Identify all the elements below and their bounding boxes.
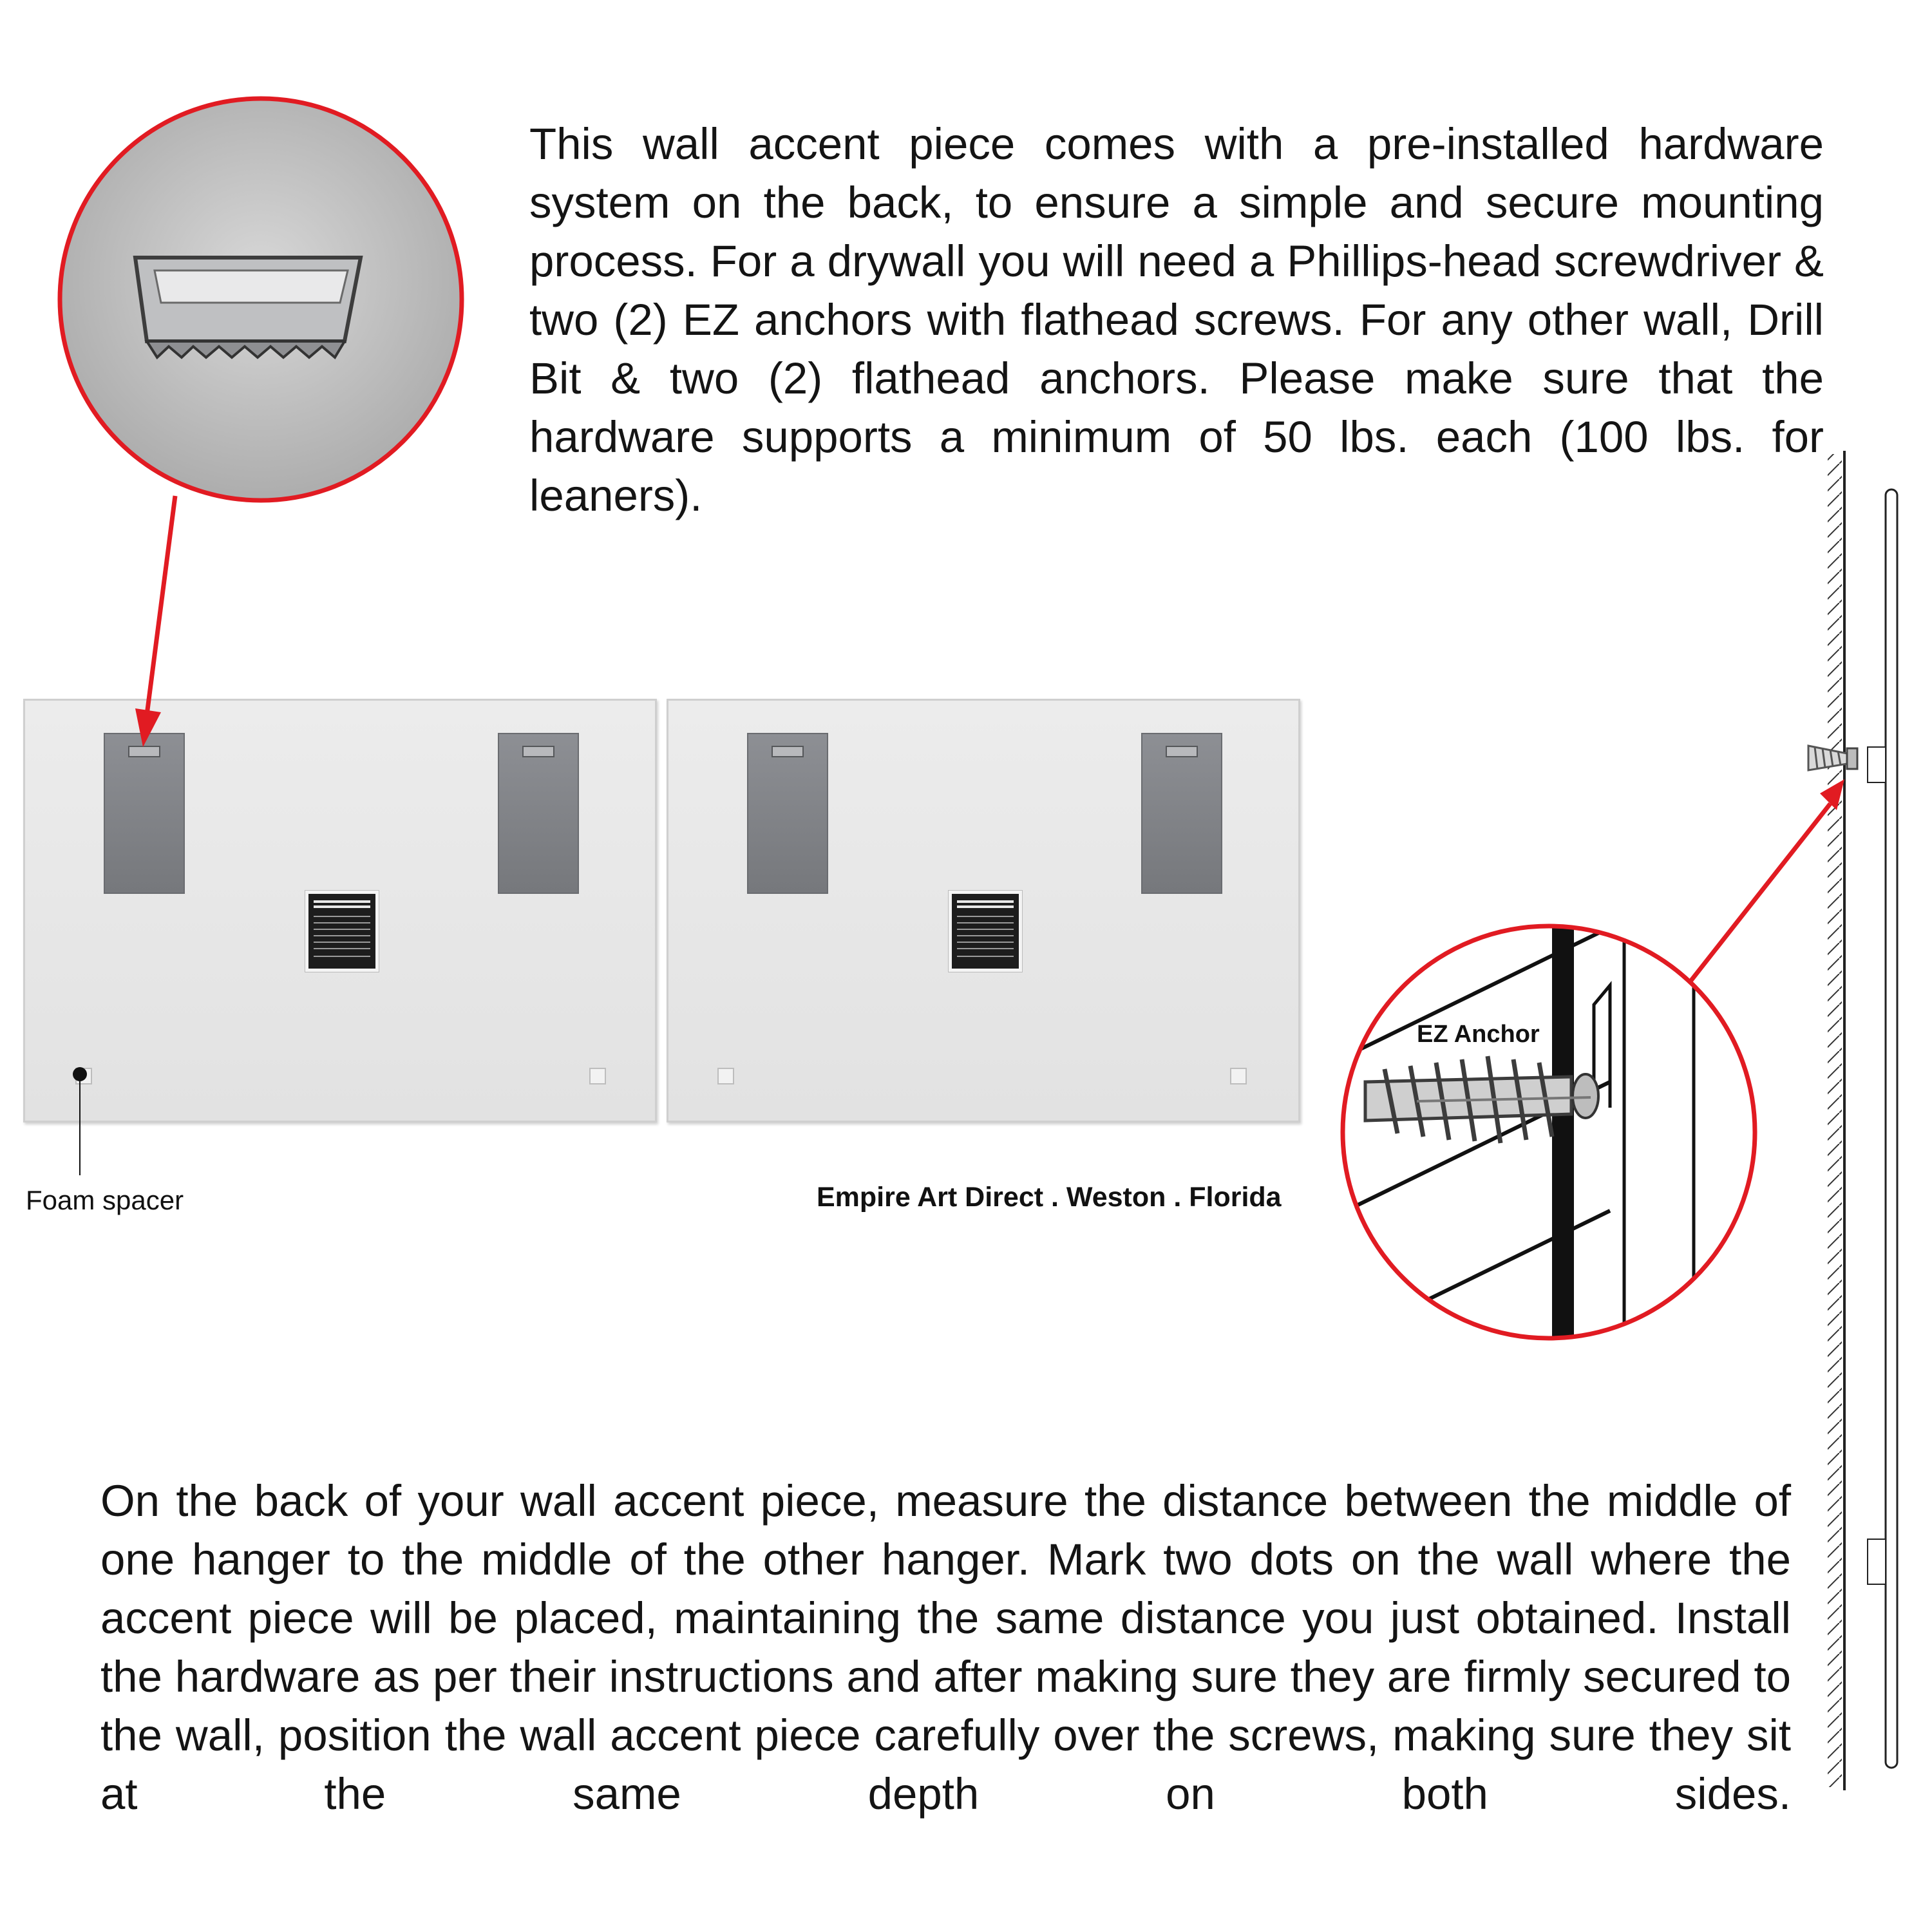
intro-instructions: This wall accent piece comes with a pre-installed hardware system on the back, to ensure a simple and secure mounting process. For a drywall you will need a Phillips-head screwdriver & two (2) EZ anchors with flathead screws. For any other wall, Drill Bit & two (2) flathead anchors. Please make sure that the hardware supports a minimum of 50 lbs. each (100 lbs. for leaners). (529, 119, 1824, 520)
arrow-to-hanger (135, 496, 175, 747)
mounting-instructions: On the back of your wall accent piece, measure the distance between the middle of one hanger to the middle of the other hanger. Mark two dots on the wall where the accent piece will be placed, maintaining the same distance you just obtained. Install the hardware as per their instructions and after making sure they are firmly secured to the wall, position the wall accent piece carefully over the screws, making sure they sit at the same depth on both sides. (100, 1476, 1791, 1819)
brand-location: Empire Art Direct . Weston . Florida (817, 1182, 1282, 1213)
ez-anchor-closeup (1343, 921, 1755, 1346)
foam-spacer-pointer (73, 1067, 87, 1175)
wall-side-view (1808, 451, 1897, 1790)
foam-spacer-label: Foam spacer (26, 1185, 184, 1215)
ez-anchor-label: EZ Anchor (1417, 1021, 1540, 1048)
hanger-closeup (60, 99, 462, 500)
arrow-to-wall-screw (1687, 779, 1844, 985)
